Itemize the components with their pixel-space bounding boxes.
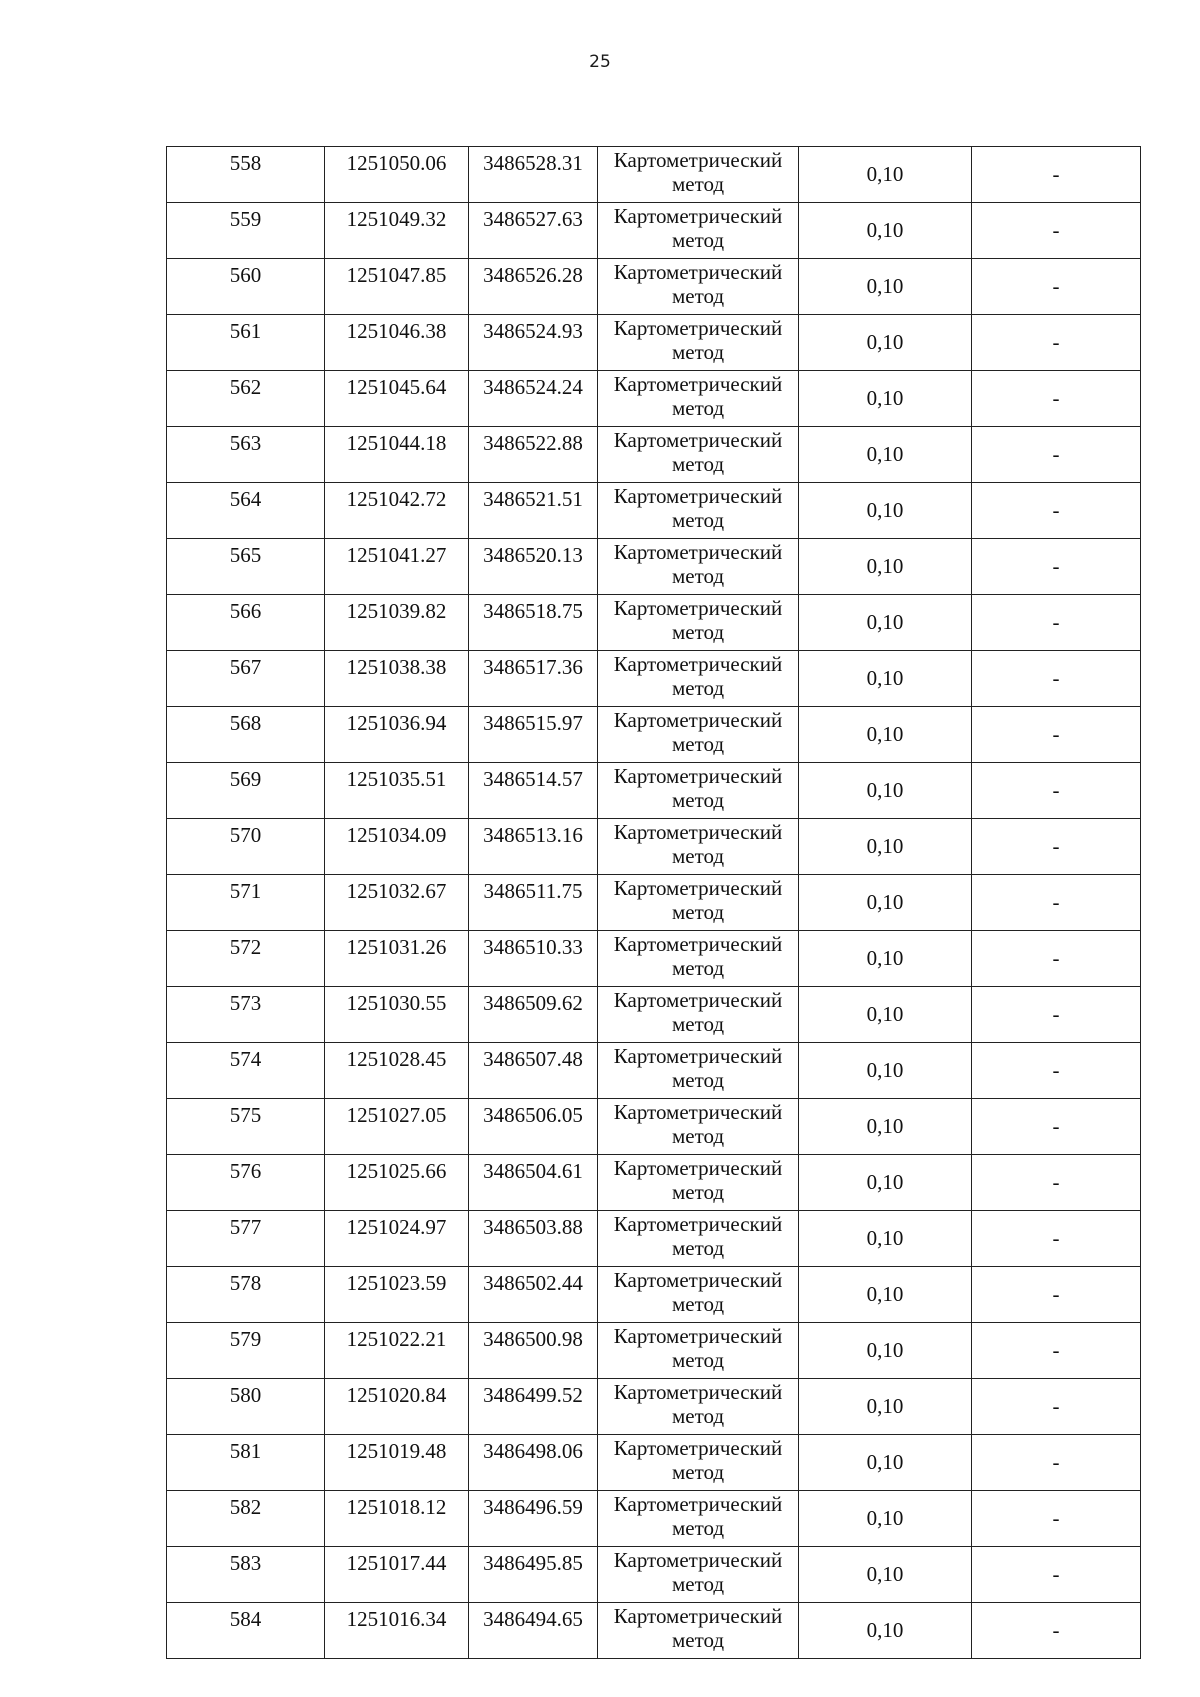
method-cell: [598, 763, 799, 819]
accuracy-cell: 0,10: [799, 147, 972, 203]
x-coordinate-cell: 1251023.59: [325, 1267, 469, 1323]
y-coordinate-cell: 3486513.16: [469, 819, 598, 875]
method-cell: [598, 707, 799, 763]
accuracy-cell: 0,10: [799, 763, 972, 819]
accuracy-cell: 0,10: [799, 259, 972, 315]
method-line-2: метод: [671, 1236, 725, 1260]
table-row: [167, 595, 1141, 651]
y-coordinate-cell: 3486504.61: [469, 1155, 598, 1211]
method-cell: [598, 315, 799, 371]
table-row: [167, 1043, 1141, 1099]
point-number-cell: 562: [167, 371, 325, 427]
method-line-2: метод: [671, 452, 725, 476]
accuracy-cell: 0,10: [799, 931, 972, 987]
table-row: [167, 1211, 1141, 1267]
table-row: [167, 427, 1141, 483]
method-cell: [598, 483, 799, 539]
description-cell: -: [972, 483, 1141, 539]
method-line-1: Картометрический: [613, 932, 783, 956]
y-coordinate-cell: 3486507.48: [469, 1043, 598, 1099]
method-line-1: Картометрический: [613, 540, 783, 564]
accuracy-cell: 0,10: [799, 707, 972, 763]
accuracy-cell: 0,10: [799, 1099, 972, 1155]
table-row: [167, 203, 1141, 259]
method-cell: [598, 651, 799, 707]
x-coordinate-cell: 1251034.09: [325, 819, 469, 875]
method-line-2: метод: [671, 1348, 725, 1372]
method-line-2: метод: [671, 676, 725, 700]
y-coordinate-cell: 3486526.28: [469, 259, 598, 315]
point-number-cell: 560: [167, 259, 325, 315]
table-row: [167, 483, 1141, 539]
y-coordinate-cell: 3486527.63: [469, 203, 598, 259]
table-row: [167, 763, 1141, 819]
method-cell: [598, 203, 799, 259]
point-number-cell: 584: [167, 1603, 325, 1659]
method-line-1: Картометрический: [613, 1548, 783, 1572]
method-cell: [598, 147, 799, 203]
description-cell: -: [972, 427, 1141, 483]
description-cell: -: [972, 1267, 1141, 1323]
y-coordinate-cell: 3486524.24: [469, 371, 598, 427]
accuracy-cell: 0,10: [799, 987, 972, 1043]
method-line-2: метод: [671, 396, 725, 420]
method-line-1: Картометрический: [613, 988, 783, 1012]
method-line-2: метод: [671, 1068, 725, 1092]
y-coordinate-cell: 3486495.85: [469, 1547, 598, 1603]
x-coordinate-cell: 1251020.84: [325, 1379, 469, 1435]
x-coordinate-cell: 1251022.21: [325, 1323, 469, 1379]
y-coordinate-cell: 3486498.06: [469, 1435, 598, 1491]
coordinates-table: [166, 146, 1141, 1659]
method-line-1: Картометрический: [613, 1436, 783, 1460]
method-line-1: Картометрический: [613, 260, 783, 284]
method-line-2: метод: [671, 956, 725, 980]
method-line-1: Картометрический: [613, 708, 783, 732]
x-coordinate-cell: 1251032.67: [325, 875, 469, 931]
x-coordinate-cell: 1251018.12: [325, 1491, 469, 1547]
method-line-2: метод: [671, 1460, 725, 1484]
table-row: [167, 1435, 1141, 1491]
point-number-cell: 566: [167, 595, 325, 651]
method-cell: [598, 371, 799, 427]
method-cell: [598, 1099, 799, 1155]
method-line-1: Картометрический: [613, 316, 783, 340]
method-line-2: метод: [671, 620, 725, 644]
y-coordinate-cell: 3486510.33: [469, 931, 598, 987]
method-line-2: метод: [671, 172, 725, 196]
method-cell: [598, 1267, 799, 1323]
method-cell: [598, 875, 799, 931]
description-cell: -: [972, 1211, 1141, 1267]
point-number-cell: 567: [167, 651, 325, 707]
table-row: [167, 707, 1141, 763]
table-row: [167, 1155, 1141, 1211]
y-coordinate-cell: 3486528.31: [469, 147, 598, 203]
y-coordinate-cell: 3486509.62: [469, 987, 598, 1043]
method-cell: [598, 1043, 799, 1099]
method-line-1: Картометрический: [613, 1324, 783, 1348]
description-cell: -: [972, 1379, 1141, 1435]
y-coordinate-cell: 3486521.51: [469, 483, 598, 539]
method-line-2: метод: [671, 284, 725, 308]
x-coordinate-cell: 1251039.82: [325, 595, 469, 651]
point-number-cell: 571: [167, 875, 325, 931]
table-row: [167, 1323, 1141, 1379]
accuracy-cell: 0,10: [799, 875, 972, 931]
x-coordinate-cell: 1251046.38: [325, 315, 469, 371]
y-coordinate-cell: 3486494.65: [469, 1603, 598, 1659]
method-line-2: метод: [671, 1516, 725, 1540]
y-coordinate-cell: 3486506.05: [469, 1099, 598, 1155]
description-cell: -: [972, 707, 1141, 763]
x-coordinate-cell: 1251028.45: [325, 1043, 469, 1099]
table-row: [167, 1379, 1141, 1435]
point-number-cell: 573: [167, 987, 325, 1043]
description-cell: -: [972, 1043, 1141, 1099]
x-coordinate-cell: 1251045.64: [325, 371, 469, 427]
y-coordinate-cell: 3486503.88: [469, 1211, 598, 1267]
description-cell: -: [972, 1435, 1141, 1491]
method-line-2: метод: [671, 1180, 725, 1204]
point-number-cell: 582: [167, 1491, 325, 1547]
point-number-cell: 577: [167, 1211, 325, 1267]
accuracy-cell: 0,10: [799, 1211, 972, 1267]
point-number-cell: 559: [167, 203, 325, 259]
y-coordinate-cell: 3486496.59: [469, 1491, 598, 1547]
x-coordinate-cell: 1251027.05: [325, 1099, 469, 1155]
x-coordinate-cell: 1251044.18: [325, 427, 469, 483]
method-cell: [598, 1379, 799, 1435]
method-cell: [598, 1435, 799, 1491]
method-line-1: Картометрический: [613, 1380, 783, 1404]
x-coordinate-cell: 1251049.32: [325, 203, 469, 259]
accuracy-cell: 0,10: [799, 371, 972, 427]
method-cell: [598, 259, 799, 315]
y-coordinate-cell: 3486514.57: [469, 763, 598, 819]
method-line-2: метод: [671, 844, 725, 868]
point-number-cell: 578: [167, 1267, 325, 1323]
page-number: 25: [589, 52, 611, 72]
accuracy-cell: 0,10: [799, 651, 972, 707]
accuracy-cell: 0,10: [799, 1547, 972, 1603]
x-coordinate-cell: 1251035.51: [325, 763, 469, 819]
table-row: [167, 651, 1141, 707]
method-line-1: Картометрический: [613, 652, 783, 676]
method-line-2: метод: [671, 1628, 725, 1652]
method-line-2: метод: [671, 1572, 725, 1596]
point-number-cell: 568: [167, 707, 325, 763]
x-coordinate-cell: 1251031.26: [325, 931, 469, 987]
method-cell: [598, 539, 799, 595]
table-row: [167, 539, 1141, 595]
table-row: [167, 1491, 1141, 1547]
accuracy-cell: 0,10: [799, 427, 972, 483]
y-coordinate-cell: 3486524.93: [469, 315, 598, 371]
x-coordinate-cell: 1251025.66: [325, 1155, 469, 1211]
method-line-1: Картометрический: [613, 148, 783, 172]
method-line-1: Картометрический: [613, 372, 783, 396]
y-coordinate-cell: 3486517.36: [469, 651, 598, 707]
description-cell: -: [972, 1099, 1141, 1155]
point-number-cell: 572: [167, 931, 325, 987]
point-number-cell: 570: [167, 819, 325, 875]
point-number-cell: 558: [167, 147, 325, 203]
description-cell: -: [972, 1491, 1141, 1547]
description-cell: -: [972, 1323, 1141, 1379]
description-cell: -: [972, 147, 1141, 203]
method-line-1: Картометрический: [613, 596, 783, 620]
method-line-1: Картометрический: [613, 820, 783, 844]
method-line-1: Картометрический: [613, 1492, 783, 1516]
table-row: [167, 819, 1141, 875]
point-number-cell: 561: [167, 315, 325, 371]
method-line-1: Картометрический: [613, 1100, 783, 1124]
description-cell: -: [972, 931, 1141, 987]
method-line-2: метод: [671, 788, 725, 812]
description-cell: -: [972, 371, 1141, 427]
method-cell: [598, 1323, 799, 1379]
method-line-1: Картометрический: [613, 1156, 783, 1180]
y-coordinate-cell: 3486500.98: [469, 1323, 598, 1379]
point-number-cell: 583: [167, 1547, 325, 1603]
point-number-cell: 581: [167, 1435, 325, 1491]
method-line-1: Картометрический: [613, 764, 783, 788]
method-line-1: Картометрический: [613, 484, 783, 508]
method-line-2: метод: [671, 564, 725, 588]
method-line-2: метод: [671, 508, 725, 532]
point-number-cell: 575: [167, 1099, 325, 1155]
method-line-1: Картометрический: [613, 428, 783, 452]
accuracy-cell: 0,10: [799, 1043, 972, 1099]
method-line-1: Картометрический: [613, 204, 783, 228]
x-coordinate-cell: 1251030.55: [325, 987, 469, 1043]
description-cell: -: [972, 1155, 1141, 1211]
point-number-cell: 565: [167, 539, 325, 595]
method-line-2: метод: [671, 1124, 725, 1148]
method-cell: [598, 595, 799, 651]
method-cell: [598, 987, 799, 1043]
method-cell: [598, 1547, 799, 1603]
y-coordinate-cell: 3486520.13: [469, 539, 598, 595]
point-number-cell: 574: [167, 1043, 325, 1099]
y-coordinate-cell: 3486515.97: [469, 707, 598, 763]
accuracy-cell: 0,10: [799, 819, 972, 875]
x-coordinate-cell: 1251036.94: [325, 707, 469, 763]
description-cell: -: [972, 539, 1141, 595]
accuracy-cell: 0,10: [799, 1323, 972, 1379]
accuracy-cell: 0,10: [799, 595, 972, 651]
x-coordinate-cell: 1251017.44: [325, 1547, 469, 1603]
table-row: [167, 315, 1141, 371]
table-row: [167, 875, 1141, 931]
table-row: [167, 147, 1141, 203]
method-line-2: метод: [671, 1292, 725, 1316]
description-cell: -: [972, 875, 1141, 931]
method-line-2: метод: [671, 340, 725, 364]
x-coordinate-cell: 1251016.34: [325, 1603, 469, 1659]
y-coordinate-cell: 3486502.44: [469, 1267, 598, 1323]
table-row: [167, 259, 1141, 315]
method-line-2: метод: [671, 1404, 725, 1428]
point-number-cell: 569: [167, 763, 325, 819]
method-cell: [598, 1155, 799, 1211]
method-cell: [598, 931, 799, 987]
method-cell: [598, 1491, 799, 1547]
accuracy-cell: 0,10: [799, 1435, 972, 1491]
point-number-cell: 580: [167, 1379, 325, 1435]
table-row: [167, 371, 1141, 427]
table-row: [167, 1603, 1141, 1659]
accuracy-cell: 0,10: [799, 1379, 972, 1435]
description-cell: -: [972, 203, 1141, 259]
table-row: [167, 1547, 1141, 1603]
method-line-2: метод: [671, 732, 725, 756]
method-line-2: метод: [671, 1012, 725, 1036]
x-coordinate-cell: 1251050.06: [325, 147, 469, 203]
description-cell: -: [972, 819, 1141, 875]
accuracy-cell: 0,10: [799, 1155, 972, 1211]
accuracy-cell: 0,10: [799, 203, 972, 259]
method-cell: [598, 1603, 799, 1659]
accuracy-cell: 0,10: [799, 1267, 972, 1323]
method-line-2: метод: [671, 228, 725, 252]
description-cell: -: [972, 1603, 1141, 1659]
x-coordinate-cell: 1251019.48: [325, 1435, 469, 1491]
description-cell: -: [972, 1547, 1141, 1603]
accuracy-cell: 0,10: [799, 1603, 972, 1659]
description-cell: -: [972, 259, 1141, 315]
description-cell: -: [972, 595, 1141, 651]
x-coordinate-cell: 1251038.38: [325, 651, 469, 707]
accuracy-cell: 0,10: [799, 539, 972, 595]
table-row: [167, 987, 1141, 1043]
point-number-cell: 576: [167, 1155, 325, 1211]
x-coordinate-cell: 1251042.72: [325, 483, 469, 539]
y-coordinate-cell: 3486518.75: [469, 595, 598, 651]
y-coordinate-cell: 3486522.88: [469, 427, 598, 483]
method-line-1: Картометрический: [613, 876, 783, 900]
accuracy-cell: 0,10: [799, 483, 972, 539]
x-coordinate-cell: 1251041.27: [325, 539, 469, 595]
x-coordinate-cell: 1251024.97: [325, 1211, 469, 1267]
method-cell: [598, 427, 799, 483]
method-cell: [598, 1211, 799, 1267]
description-cell: -: [972, 315, 1141, 371]
method-line-1: Картометрический: [613, 1044, 783, 1068]
method-line-1: Картометрический: [613, 1604, 783, 1628]
accuracy-cell: 0,10: [799, 315, 972, 371]
table-row: [167, 1099, 1141, 1155]
description-cell: -: [972, 651, 1141, 707]
table-row: [167, 1267, 1141, 1323]
method-line-2: метод: [671, 900, 725, 924]
y-coordinate-cell: 3486511.75: [469, 875, 598, 931]
point-number-cell: 563: [167, 427, 325, 483]
y-coordinate-cell: 3486499.52: [469, 1379, 598, 1435]
method-line-1: Картометрический: [613, 1212, 783, 1236]
point-number-cell: 579: [167, 1323, 325, 1379]
accuracy-cell: 0,10: [799, 1491, 972, 1547]
table-row: [167, 931, 1141, 987]
description-cell: -: [972, 987, 1141, 1043]
method-cell: [598, 819, 799, 875]
point-number-cell: 564: [167, 483, 325, 539]
description-cell: -: [972, 763, 1141, 819]
method-line-1: Картометрический: [613, 1268, 783, 1292]
x-coordinate-cell: 1251047.85: [325, 259, 469, 315]
coordinates-table-body: [167, 147, 1141, 1659]
